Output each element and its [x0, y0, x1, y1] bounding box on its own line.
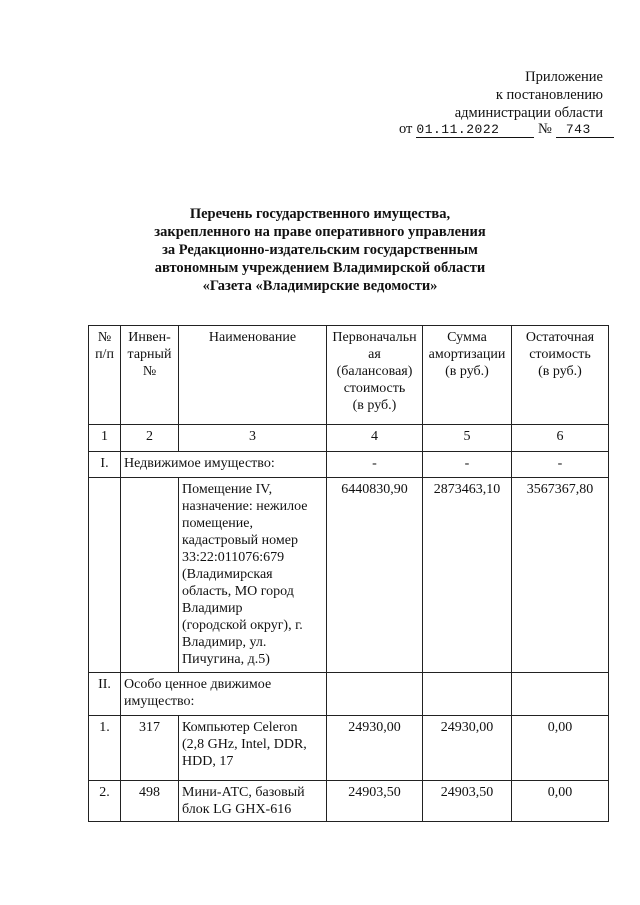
section-row-movable [89, 673, 609, 716]
decree-reference [399, 121, 614, 138]
row-number: 1. [89, 716, 121, 781]
section-number: I. [89, 452, 121, 478]
decree-number: 743 [556, 123, 614, 138]
section-residual: - [512, 452, 609, 478]
property-table [88, 325, 609, 822]
column-number: 6 [512, 425, 609, 452]
title-line-1: Перечень государственного имущества, [189, 206, 451, 222]
section-residual [512, 673, 609, 716]
decree-date: 01.11.2022 [416, 123, 534, 138]
row-name: Мини-АТС, базовый блок LG GHX-616 [179, 781, 327, 822]
section-number: II. [89, 673, 121, 716]
row-name: Помещение IV, назначение: нежилое помещение, кадастровый номер 33:22:011076:679 (Владимирская область, МО город Владимир (городской округ), г. Владимир, ул. Пичугина, д.5) [179, 478, 327, 673]
table-row [89, 716, 609, 781]
column-number: 4 [327, 425, 423, 452]
appendix-line-3: администрации области [454, 105, 603, 121]
row-initial-cost: 6440830,90 [327, 478, 423, 673]
row-inventory: 498 [121, 781, 179, 822]
row-inventory: 317 [121, 716, 179, 781]
title-line-3: за Редакционно-издательским государственным [162, 242, 478, 258]
table-row [89, 781, 609, 822]
section-label: Недвижимое имущество: [121, 452, 327, 478]
appendix-line-2: к постановлению [495, 87, 603, 103]
header-name: Наименование [179, 326, 327, 425]
date-prefix: от [399, 121, 413, 137]
document-title [0, 205, 640, 295]
title-line-4: автономным учреждением Владимирской области [154, 260, 486, 276]
row-initial-cost: 24930,00 [327, 716, 423, 781]
section-label: Особо ценное движимое имущество: [121, 673, 327, 716]
header-initial-cost: Первоначальн ая (балансовая) стоимость (в руб.) [327, 326, 423, 425]
header-residual-cost: Остаточная стоимость (в руб.) [512, 326, 609, 425]
title-line-5: «Газета «Владимирские ведомости» [202, 278, 438, 294]
section-amortization [423, 673, 512, 716]
header-amortization: Сумма амортизации (в руб.) [423, 326, 512, 425]
row-amortization: 2873463,10 [423, 478, 512, 673]
number-prefix: № [538, 121, 552, 137]
section-amortization: - [423, 452, 512, 478]
row-amortization: 24930,00 [423, 716, 512, 781]
appendix-line-1: Приложение [525, 69, 603, 85]
column-number: 3 [179, 425, 327, 452]
row-residual-cost: 3567367,80 [512, 478, 609, 673]
column-number: 1 [89, 425, 121, 452]
column-number-row [89, 425, 609, 452]
table-header-row [89, 326, 609, 425]
column-number: 2 [121, 425, 179, 452]
table-row [89, 478, 609, 673]
column-number: 5 [423, 425, 512, 452]
row-inventory [121, 478, 179, 673]
header-num: № п/п [89, 326, 121, 425]
row-amortization: 24903,50 [423, 781, 512, 822]
section-initial [327, 673, 423, 716]
appendix-header [455, 68, 603, 122]
section-initial: - [327, 452, 423, 478]
header-inventory: Инвен- тарный № [121, 326, 179, 425]
title-line-2: закрепленного на праве оперативного управления [154, 224, 486, 240]
row-number [89, 478, 121, 673]
row-name: Компьютер Celeron (2,8 GHz, Intel, DDR, HDD, 17 [179, 716, 327, 781]
row-residual-cost: 0,00 [512, 716, 609, 781]
row-initial-cost: 24903,50 [327, 781, 423, 822]
row-number: 2. [89, 781, 121, 822]
section-row-real-estate [89, 452, 609, 478]
row-residual-cost: 0,00 [512, 781, 609, 822]
